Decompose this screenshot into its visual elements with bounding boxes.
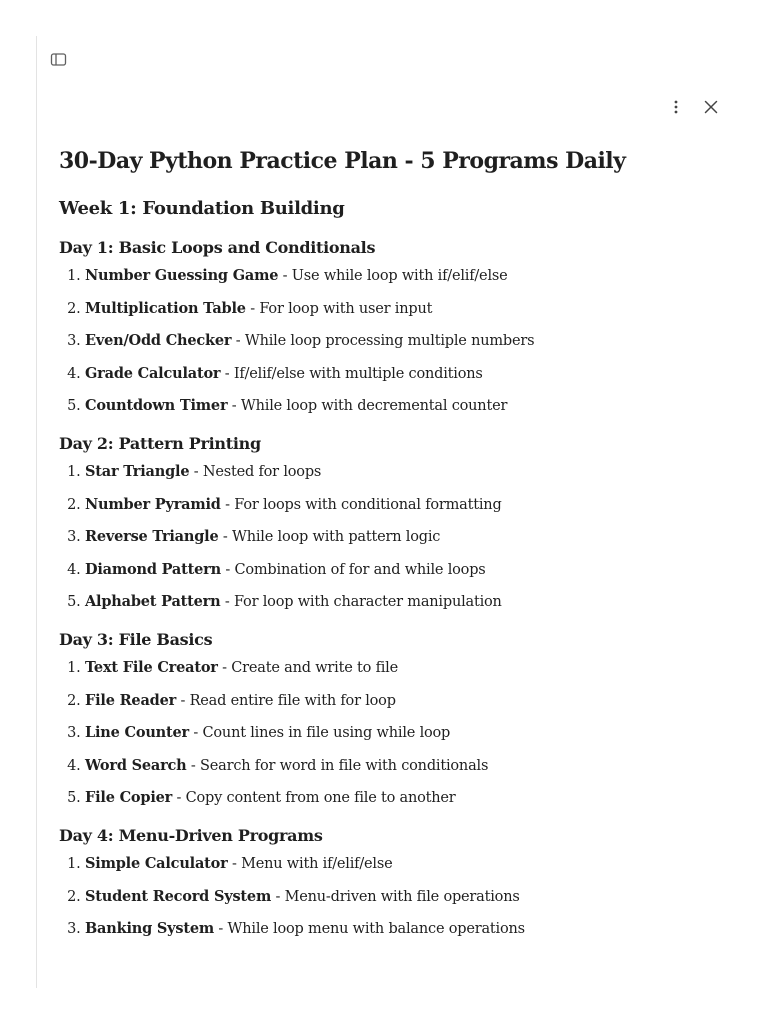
program-description: - While loop with decremental counter bbox=[227, 398, 508, 414]
program-description: - Copy content from one file to another bbox=[172, 790, 456, 806]
program-name: Banking System bbox=[85, 920, 215, 937]
list-item bbox=[85, 331, 739, 351]
day-heading: Day 2: Pattern Printing bbox=[59, 434, 261, 453]
program-name: Simple Calculator bbox=[85, 855, 228, 872]
program-name: Star Triangle bbox=[85, 463, 190, 480]
document-content bbox=[59, 146, 739, 955]
list-item bbox=[85, 592, 739, 612]
list-item bbox=[85, 527, 739, 547]
list-item bbox=[85, 364, 739, 384]
program-description: - Count lines in file using while loop bbox=[188, 725, 451, 741]
program-description: - Menu-driven with file operations bbox=[271, 888, 520, 905]
program-description: - Create and write to file bbox=[217, 660, 398, 676]
program-name: Diamond Pattern bbox=[85, 560, 221, 578]
program-description: - Use while loop with if/elif/else bbox=[278, 268, 508, 284]
program-list bbox=[59, 462, 739, 612]
day-heading: Day 4: Menu-Driven Programs bbox=[59, 826, 323, 845]
program-name: Text File Creator bbox=[85, 659, 218, 676]
program-name: Word Search bbox=[85, 756, 187, 774]
program-name: Even/Odd Checker bbox=[85, 332, 232, 349]
program-description: - Search for word in file with conditionals bbox=[186, 757, 489, 774]
program-description: - If/elif/else with multiple conditions bbox=[220, 365, 483, 382]
program-name: Line Counter bbox=[85, 724, 189, 741]
program-description: - While loop with pattern logic bbox=[218, 529, 441, 545]
week-heading: Week 1: Foundation Building bbox=[59, 198, 345, 219]
program-list bbox=[59, 266, 739, 416]
day-heading: Day 3: File Basics bbox=[59, 630, 213, 649]
program-list bbox=[59, 854, 739, 939]
list-item bbox=[85, 560, 739, 580]
list-item bbox=[85, 919, 739, 939]
program-description: - For loop with character manipulation bbox=[220, 594, 502, 610]
days-container bbox=[59, 236, 739, 939]
program-name: Number Guessing Game bbox=[85, 267, 279, 284]
program-description: - For loop with user input bbox=[245, 300, 433, 317]
list-item bbox=[85, 266, 739, 286]
program-name: File Reader bbox=[85, 691, 177, 709]
program-description: - While loop processing multiple numbers bbox=[231, 333, 535, 349]
list-item bbox=[85, 723, 739, 743]
program-description: - While loop menu with balance operations bbox=[214, 921, 525, 937]
list-item bbox=[85, 887, 739, 907]
more-options-icon[interactable] bbox=[665, 96, 687, 118]
list-item bbox=[85, 854, 739, 874]
document-panel bbox=[36, 36, 768, 988]
program-name: Alphabet Pattern bbox=[85, 593, 221, 610]
list-item bbox=[85, 756, 739, 776]
program-name: Countdown Timer bbox=[85, 397, 228, 414]
list-item bbox=[85, 658, 739, 678]
program-list bbox=[59, 658, 739, 808]
program-name: File Copier bbox=[85, 789, 173, 806]
list-item bbox=[85, 495, 739, 515]
program-description: - Nested for loops bbox=[189, 464, 322, 480]
list-item bbox=[85, 299, 739, 319]
program-description: - For loops with conditional formatting bbox=[220, 496, 502, 513]
program-name: Grade Calculator bbox=[85, 364, 221, 382]
program-name: Student Record System bbox=[85, 887, 272, 905]
program-name: Multiplication Table bbox=[85, 299, 246, 317]
program-name: Number Pyramid bbox=[85, 495, 221, 513]
program-name: Reverse Triangle bbox=[85, 528, 219, 545]
program-description: - Menu with if/elif/else bbox=[227, 856, 393, 872]
document-title: 30-Day Python Practice Plan - 5 Programs Daily bbox=[59, 148, 626, 174]
day-heading: Day 1: Basic Loops and Conditionals bbox=[59, 238, 376, 257]
list-item bbox=[85, 396, 739, 416]
sidebar-toggle-icon[interactable] bbox=[50, 52, 68, 68]
list-item bbox=[85, 691, 739, 711]
list-item bbox=[85, 788, 739, 808]
close-icon[interactable] bbox=[700, 96, 722, 118]
program-description: - Read entire file with for loop bbox=[176, 692, 396, 709]
program-description: - Combination of for and while loops bbox=[220, 561, 486, 578]
list-item bbox=[85, 462, 739, 482]
